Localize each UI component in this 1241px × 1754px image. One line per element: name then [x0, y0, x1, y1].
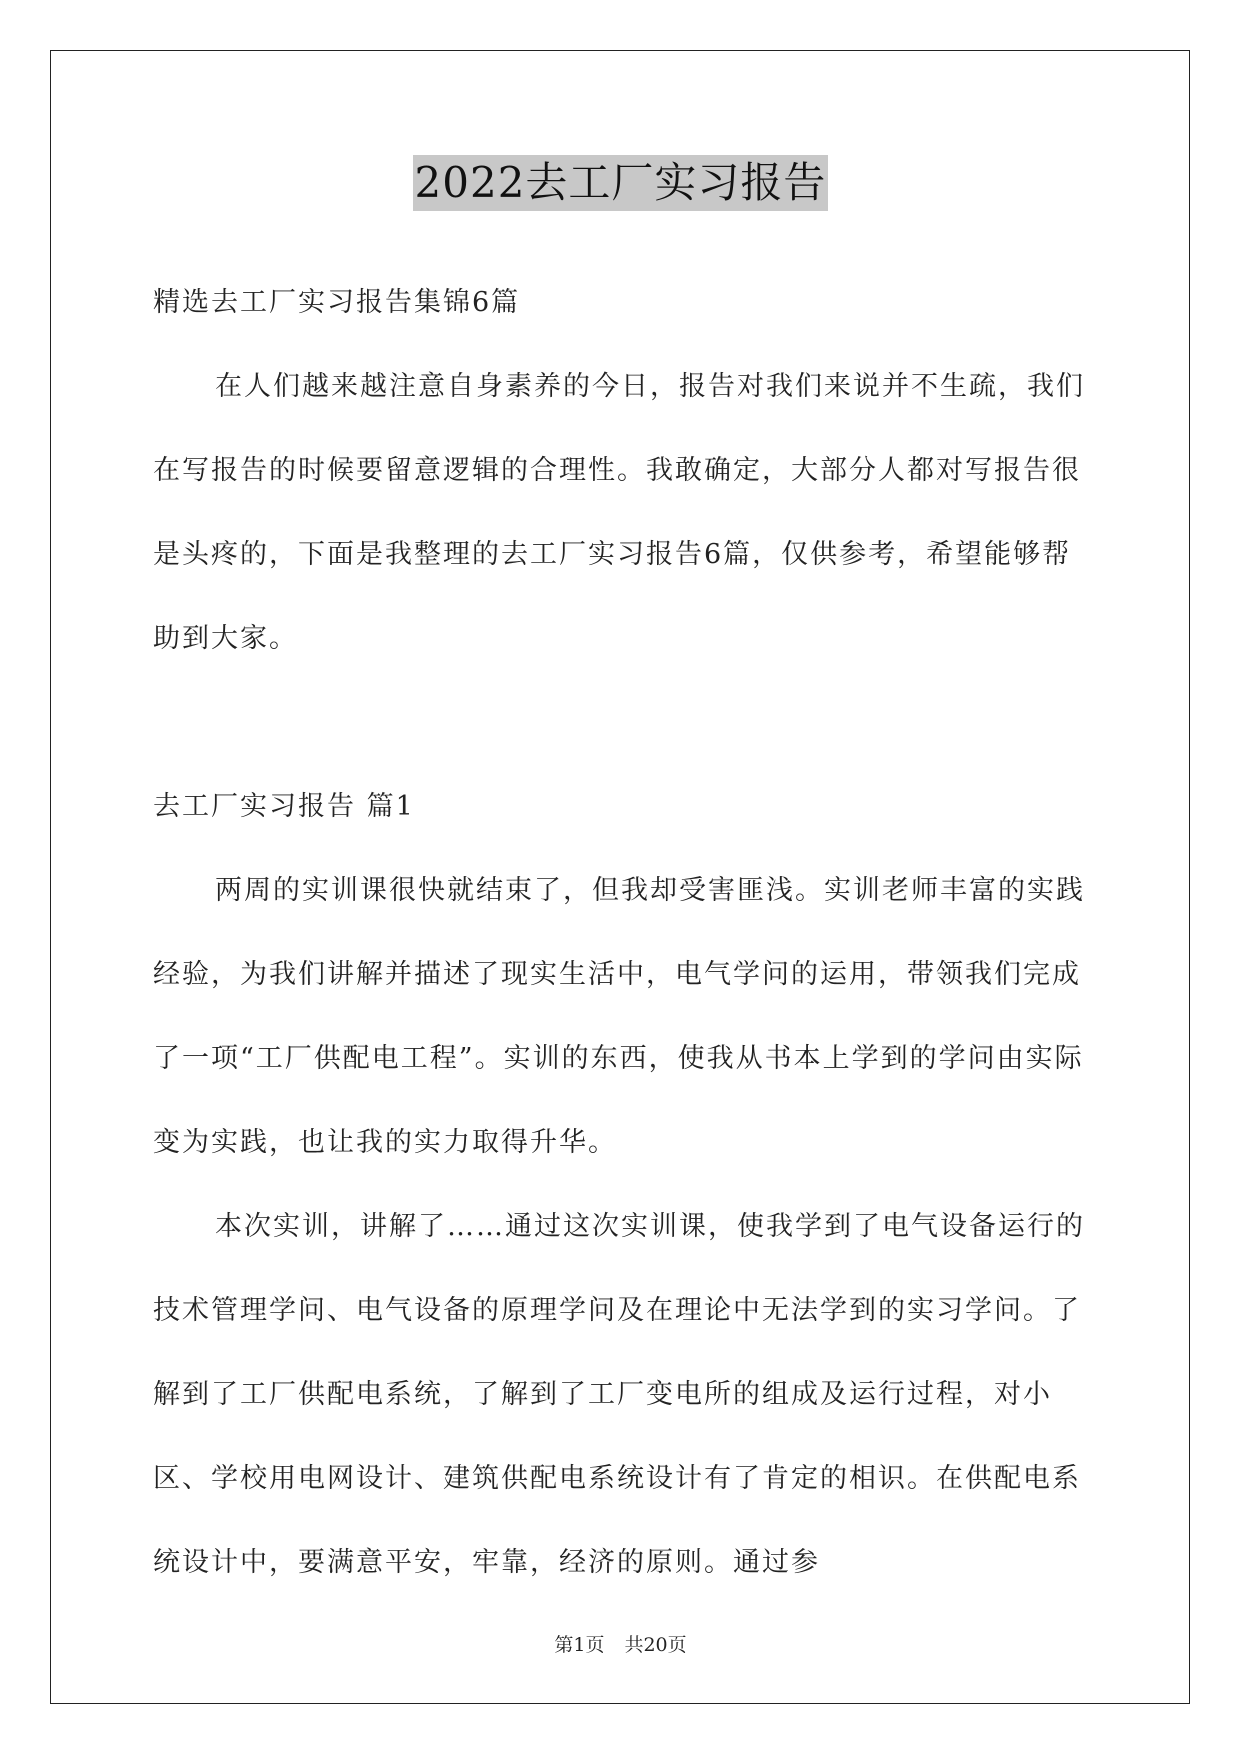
section-spacer — [153, 681, 1093, 765]
document-subtitle: 精选去工厂实习报告集锦6篇 — [153, 287, 521, 318]
document-title: 2022去工厂实习报告 — [413, 155, 829, 211]
title-container — [0, 155, 1241, 211]
page-footer — [0, 1630, 1241, 1657]
page-number: 第1页 — [554, 1634, 605, 1656]
document-body — [153, 261, 1093, 1605]
intro-paragraph: 在人们越来越注意自身素养的今日，报告对我们来说并不生疏，我们在写报告的时候要留意逻辑的合理性。我敢确定，大部分人都对写报告很是头疼的，下面是我整理的去工厂实习报告6篇，仅供参考，希望能够帮助到大家。 — [153, 371, 1085, 654]
page-total: 共20页 — [624, 1634, 687, 1656]
section-heading: 去工厂实习报告 篇1 — [153, 791, 415, 822]
body-paragraph-1: 两周的实训课很快就结束了，但我却受害匪浅。实训老师丰富的实践经验，为我们讲解并描述了现实生活中，电气学问的运用，带领我们完成了一项“工厂供配电工程”。实训的东西，使我从书本上学到的学问由实际变为实践，也让我的实力取得升华。 — [153, 875, 1085, 1158]
body-paragraph-2: 本次实训，讲解了……通过这次实训课，使我学到了电气设备运行的技术管理学问、电气设备的原理学问及在理论中无法学到的实习学问。了解到了工厂供配电系统，了解到了工厂变电所的组成及运行过程，对小区、学校用电网设计、建筑供配电系统设计有了肯定的相识。在供配电系统设计中，要满意平安，牢靠，经济的原则。通过参 — [153, 1211, 1085, 1578]
